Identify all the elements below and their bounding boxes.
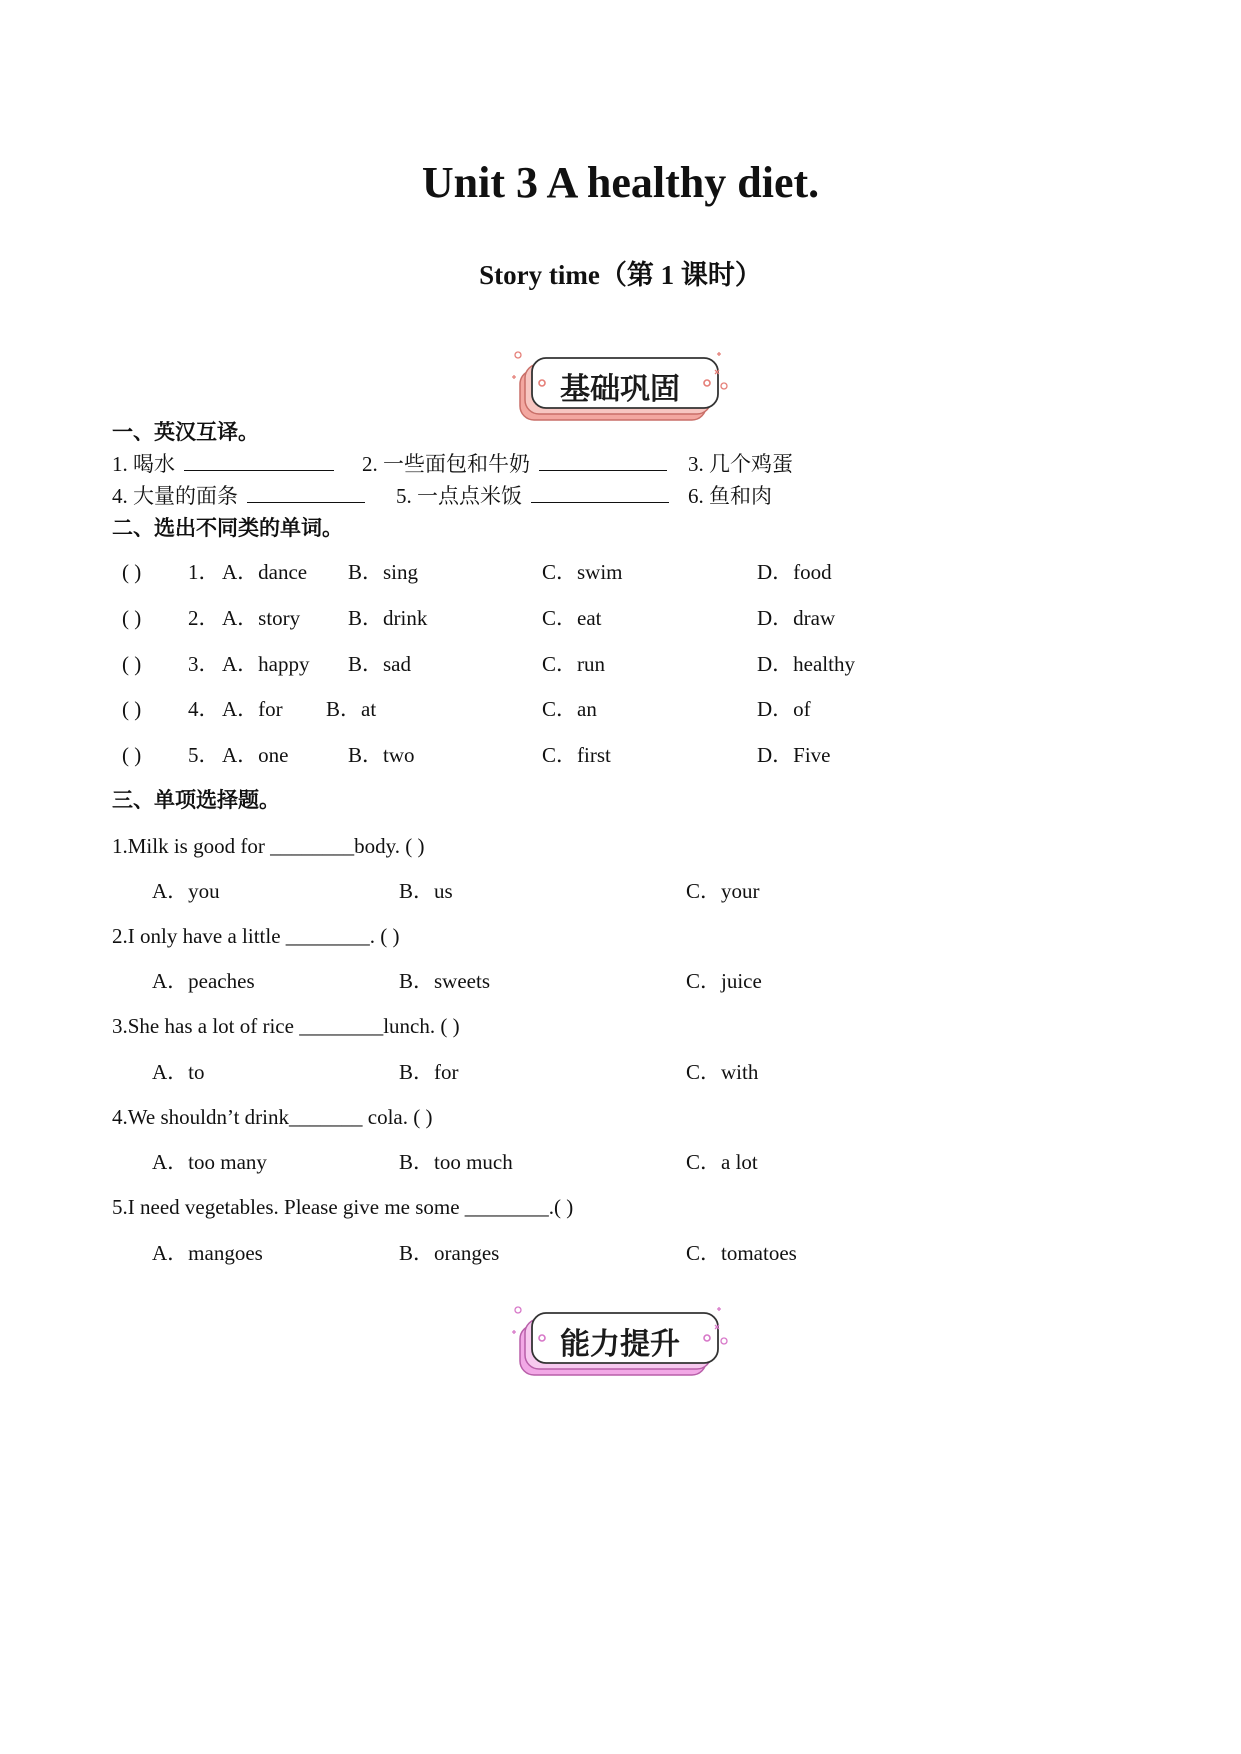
question-text: 1.Milk is good for ________body. ( ) — [112, 834, 425, 858]
option-a: A．happy — [222, 652, 310, 676]
banner-advanced-label: 能力提升 — [560, 1327, 680, 1362]
question-number: 2． — [188, 606, 220, 630]
option-a: A．peaches — [152, 969, 255, 993]
translate-item-6: 6. 鱼和肉 — [688, 484, 772, 508]
translate-cell-2 — [362, 450, 671, 478]
option-a: A．mangoes — [152, 1241, 263, 1265]
option-a: A．story — [222, 606, 301, 630]
answer-blank[interactable] — [539, 450, 667, 471]
section1-heading: 一、英汉互译。 — [112, 419, 259, 444]
answer-blank[interactable] — [247, 482, 365, 503]
answer-paren[interactable]: ( ) — [122, 606, 142, 630]
banner-advanced — [510, 1305, 730, 1395]
option-b: B．oranges — [399, 1241, 500, 1265]
option-b: B．sing — [348, 560, 419, 584]
question-number: 1． — [188, 560, 220, 584]
question-text: 2.I only have a little ________. ( ) — [112, 924, 400, 948]
banner-basic — [510, 350, 730, 440]
page-subtitle: Story time（第 1 课时） — [479, 260, 762, 290]
option-d: D．Five — [757, 743, 831, 767]
translate-row-1 — [112, 450, 338, 478]
question-text: 3.She has a lot of rice ________lunch. ( ) — [112, 1014, 460, 1038]
option-b: B．sad — [348, 652, 411, 676]
answer-paren[interactable]: ( ) — [122, 652, 142, 676]
option-d: D．healthy — [757, 652, 855, 676]
option-a: A．one — [222, 743, 289, 767]
option-b: B．two — [348, 743, 415, 767]
option-b: B．us — [399, 879, 453, 903]
option-d: D．draw — [757, 606, 836, 630]
option-a: A．to — [152, 1060, 205, 1084]
answer-paren[interactable]: ( ) — [122, 697, 142, 721]
option-c: C．first — [542, 743, 611, 767]
answer-blank[interactable] — [184, 450, 334, 471]
option-a: A．dance — [222, 560, 308, 584]
question-text: 5.I need vegetables. Please give me some ________.( ) — [112, 1195, 574, 1219]
option-c: C．tomatoes — [686, 1241, 797, 1265]
option-c: C．run — [542, 652, 605, 676]
option-b: B．at — [326, 697, 377, 721]
option-c: C．a lot — [686, 1150, 758, 1174]
translate-item-3: 3. 几个鸡蛋 — [688, 452, 793, 476]
answer-paren[interactable]: ( ) — [122, 560, 142, 584]
option-d: D．of — [757, 697, 811, 721]
option-c: C．eat — [542, 606, 602, 630]
option-c: C．your — [686, 879, 760, 903]
question-number: 5． — [188, 743, 220, 767]
translate-cell-4 — [112, 482, 369, 510]
option-a: A．for — [222, 697, 283, 721]
option-b: B．for — [399, 1060, 459, 1084]
question-text: 4.We shouldn’t drink_______ cola. ( ) — [112, 1105, 433, 1129]
question-number: 3． — [188, 652, 220, 676]
option-c: C．juice — [686, 969, 762, 993]
option-a: A．too many — [152, 1150, 267, 1174]
option-b: B．drink — [348, 606, 428, 630]
translate-item-5: 5. 一点点米饭 — [396, 484, 522, 508]
answer-blank[interactable] — [531, 482, 669, 503]
option-c: C．with — [686, 1060, 759, 1084]
translate-item-2: 2. 一些面包和牛奶 — [362, 452, 530, 476]
banner-basic-label: 基础巩固 — [560, 372, 680, 407]
answer-paren[interactable]: ( ) — [122, 743, 142, 767]
page-title: Unit 3 A healthy diet. — [421, 158, 820, 207]
option-b: B．too much — [399, 1150, 513, 1174]
option-c: C．an — [542, 697, 597, 721]
translate-cell-5 — [396, 482, 673, 510]
translate-item-4: 4. 大量的面条 — [112, 484, 238, 508]
option-b: B．sweets — [399, 969, 490, 993]
question-number: 4． — [188, 697, 220, 721]
section3-heading: 三、单项选择题。 — [112, 787, 280, 812]
section2-heading: 二、选出不同类的单词。 — [112, 515, 343, 540]
option-d: D．food — [757, 560, 832, 584]
option-c: C．swim — [542, 560, 623, 584]
option-a: A．you — [152, 879, 220, 903]
translate-item-1: 1. 喝水 — [112, 452, 175, 476]
